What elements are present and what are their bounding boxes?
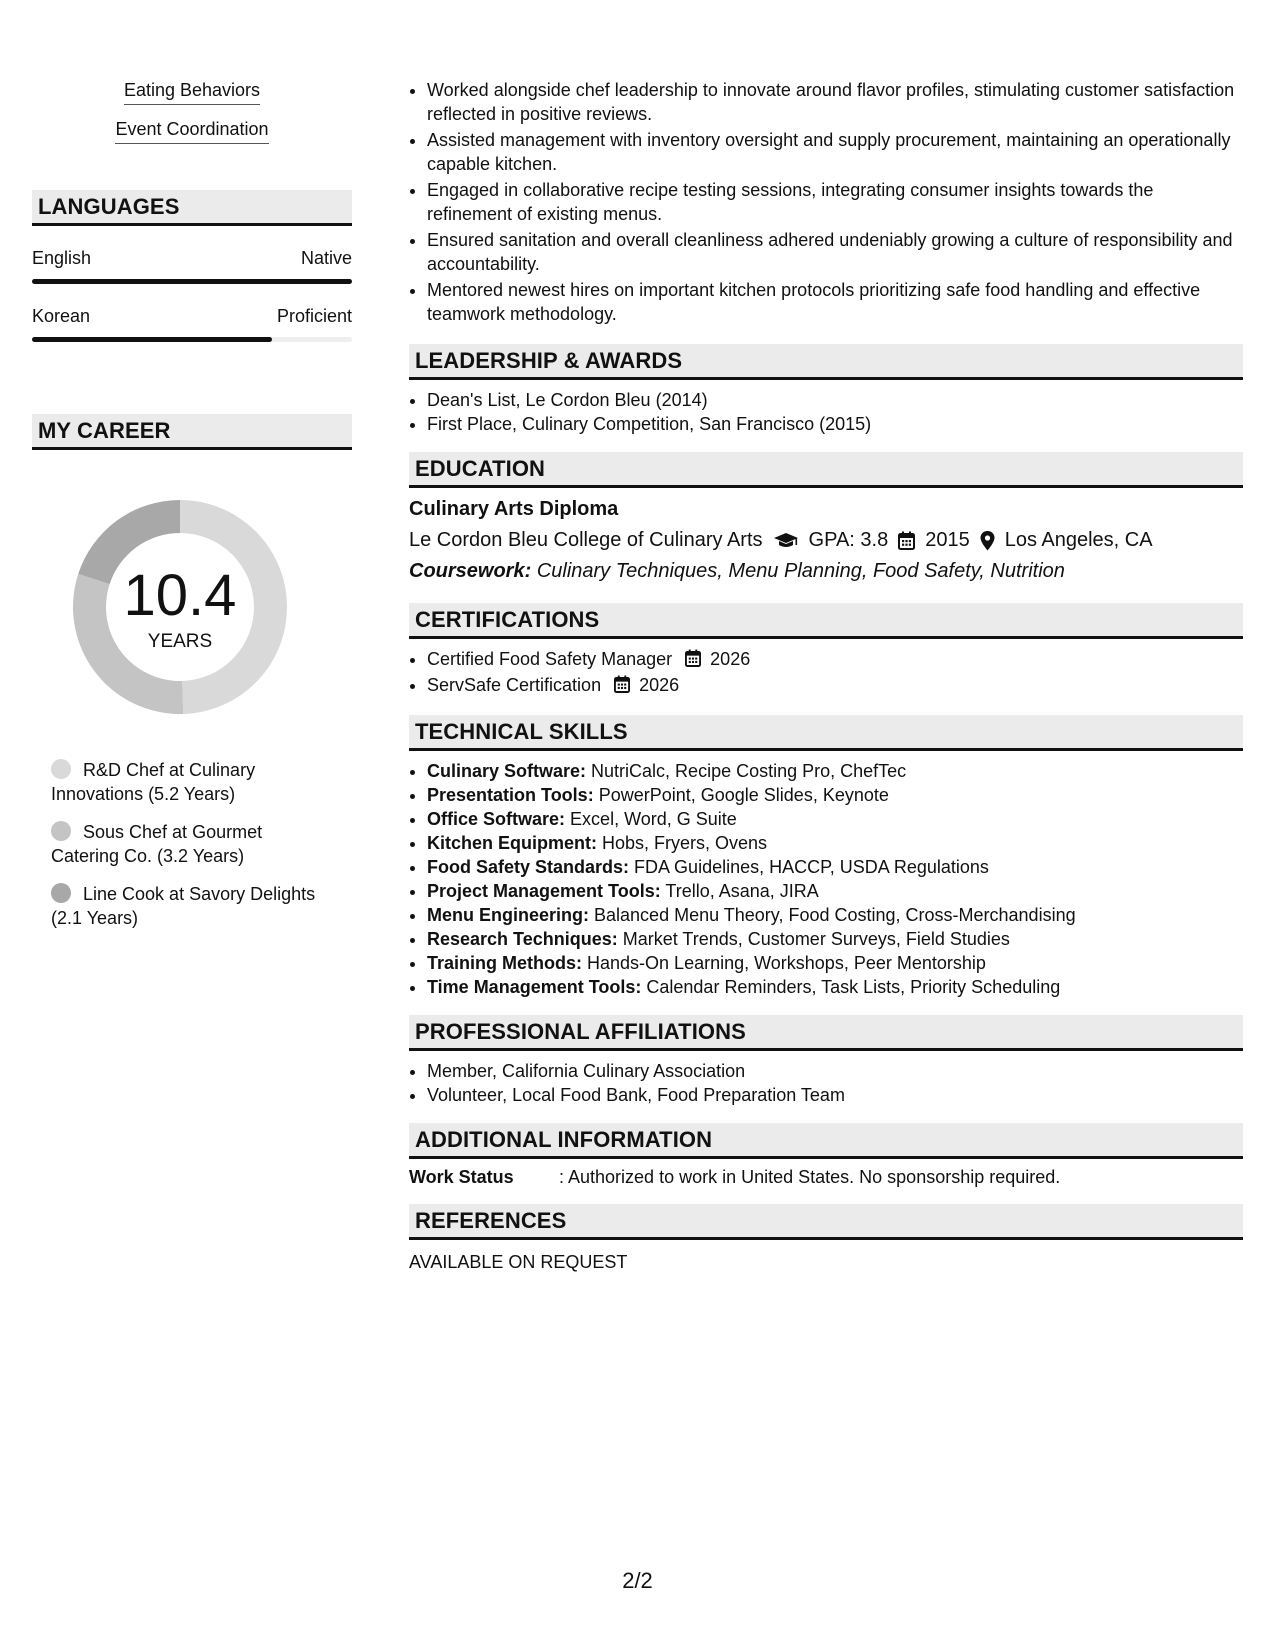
skill-value: Hobs, Fryers, Ovens xyxy=(602,833,768,853)
language-proficiency-fill xyxy=(32,337,272,342)
career-legend xyxy=(32,758,331,930)
skill-item xyxy=(427,807,1243,831)
skill-value: PowerPoint, Google Slides, Keynote xyxy=(598,785,889,805)
award-item: • First Place, Culinary Competition, San Francisco (2015) xyxy=(427,412,1243,436)
skill-value: Excel, Word, G Suite xyxy=(570,809,737,829)
skill-label: Menu Engineering: xyxy=(427,905,589,925)
languages-heading: LANGUAGES xyxy=(32,190,352,226)
skill-value: Hands-On Learning, Workshops, Peer Mentorship xyxy=(587,953,986,973)
interest-tag: Event Coordination xyxy=(115,119,268,144)
skill-label: Presentation Tools: xyxy=(427,785,594,805)
skill-item xyxy=(427,975,1243,999)
language-name: English xyxy=(32,248,92,268)
skill-item xyxy=(427,879,1243,903)
affiliations-heading: PROFESSIONAL AFFILIATIONS xyxy=(409,1015,1243,1051)
language-proficiency-bar xyxy=(32,279,352,284)
skill-label: Culinary Software: xyxy=(427,761,587,781)
career-heading: MY CAREER xyxy=(32,414,352,450)
skills-list xyxy=(409,759,1243,999)
coursework-label: Coursework: xyxy=(409,560,532,582)
school-name: Le Cordon Bleu College of Culinary Arts xyxy=(409,529,763,551)
education-location: Los Angeles, CA xyxy=(1004,529,1153,551)
coursework-list: Culinary Techniques, Menu Planning, Food Safety, Nutrition xyxy=(536,560,1065,582)
legend-dot xyxy=(51,821,71,841)
award-item: • Dean's List, Le Cordon Bleu (2014) xyxy=(427,388,1243,412)
certification-item xyxy=(427,647,1243,673)
affiliations-list xyxy=(409,1059,1243,1107)
skill-label: Office Software: xyxy=(427,809,566,829)
language-proficiency-bar xyxy=(32,337,352,342)
leadership-list xyxy=(409,388,1243,436)
language-proficiency-fill xyxy=(32,279,352,284)
work-status-value: : Authorized to work in United States. No sponsorship required. xyxy=(559,1167,1061,1187)
skill-value: FDA Guidelines, HACCP, USDA Regulations xyxy=(634,857,989,877)
skill-value: Trello, Asana, JIRA xyxy=(665,881,819,901)
affiliation-item: • Member, California Culinary Association xyxy=(427,1059,1243,1083)
map-pin-icon xyxy=(980,531,995,551)
language-name: Korean xyxy=(32,306,91,326)
legend-label: R&D Chef at Culinary Innovations (5.2 Years) xyxy=(51,760,256,804)
page-number: 2/2 xyxy=(622,1568,653,1593)
legend-label: Line Cook at Savory Delights (2.1 Years) xyxy=(51,884,316,928)
skill-value: Balanced Menu Theory, Food Costing, Cross-Merchandising xyxy=(594,905,1076,925)
calendar-icon xyxy=(898,531,915,550)
skill-item xyxy=(427,783,1243,807)
graduation-year: 2015 xyxy=(925,529,970,551)
legend-label: Sous Chef at Gourmet Catering Co. (3.2 Years) xyxy=(51,822,263,866)
skill-label: Kitchen Equipment: xyxy=(427,833,597,853)
career-legend-item xyxy=(51,882,331,930)
leadership-heading: LEADERSHIP & AWARDS xyxy=(409,344,1243,380)
interest-tag: Eating Behaviors xyxy=(124,80,260,105)
gpa: GPA: 3.8 xyxy=(808,529,889,551)
career-legend-item xyxy=(51,820,331,868)
career-total-unit: YEARS xyxy=(147,631,213,652)
skill-value: NutriCalc, Recipe Costing Pro, ChefTec xyxy=(591,761,907,781)
skill-item xyxy=(427,855,1243,879)
skills-heading: TECHNICAL SKILLS xyxy=(409,715,1243,751)
certification-year: 2026 xyxy=(710,649,751,669)
experience-bullet: • Mentored newest hires on important kitchen protocols prioritizing safe food handling and effective teamwork methodology. xyxy=(427,278,1243,326)
experience-bullet: • Engaged in collaborative recipe testing sessions, integrating consumer insights towards the refinement of existing menus. xyxy=(427,178,1243,226)
skill-item xyxy=(427,951,1243,975)
language-level: Native xyxy=(300,248,352,268)
certifications-heading: CERTIFICATIONS xyxy=(409,603,1243,639)
calendar-icon xyxy=(685,649,701,673)
education-details xyxy=(409,529,1243,552)
references-heading: REFERENCES xyxy=(409,1204,1243,1240)
experience-bullets xyxy=(409,78,1243,326)
certification-item xyxy=(427,673,1243,699)
left-column xyxy=(32,80,352,944)
language-item xyxy=(32,306,352,342)
right-column xyxy=(409,78,1243,1273)
affiliation-item: • Volunteer, Local Food Bank, Food Preparation Team xyxy=(427,1083,1243,1107)
calendar-icon xyxy=(614,675,630,699)
skill-label: Project Management Tools: xyxy=(427,881,661,901)
certification-name: ServSafe Certification xyxy=(427,675,602,695)
education-heading: EDUCATION xyxy=(409,452,1243,488)
certifications-list xyxy=(409,647,1243,699)
certification-year: 2026 xyxy=(639,675,680,695)
work-status-label: Work Status xyxy=(409,1167,514,1187)
skill-value: Market Trends, Customer Surveys, Field Studies xyxy=(622,929,1010,949)
references-text: AVAILABLE ON REQUEST xyxy=(409,1252,628,1272)
skill-value: Calendar Reminders, Task Lists, Priority Scheduling xyxy=(646,977,1061,997)
career-total-years: 10.4 xyxy=(123,563,237,628)
degree-title: Culinary Arts Diploma xyxy=(409,498,619,520)
legend-dot xyxy=(51,883,71,903)
skill-item xyxy=(427,903,1243,927)
career-legend-item xyxy=(51,758,331,806)
skill-item xyxy=(427,759,1243,783)
language-item xyxy=(32,248,352,284)
work-status-row xyxy=(409,1167,1243,1188)
skill-item xyxy=(427,927,1243,951)
skill-label: Training Methods: xyxy=(427,953,582,973)
career-donut-chart xyxy=(65,492,295,722)
coursework xyxy=(409,560,1243,583)
experience-bullet: • Assisted management with inventory oversight and supply procurement, maintaining an operationally capable kitchen. xyxy=(427,128,1243,176)
graduation-cap-icon xyxy=(773,532,799,550)
skill-item xyxy=(427,831,1243,855)
legend-dot xyxy=(51,759,71,779)
certification-name: Certified Food Safety Manager xyxy=(427,649,673,669)
experience-bullet: • Ensured sanitation and overall cleanliness adhered undeniably growing a culture of responsibility and accountability. xyxy=(427,228,1243,276)
language-level: Proficient xyxy=(276,306,352,326)
skill-label: Time Management Tools: xyxy=(427,977,642,997)
experience-bullet: • Worked alongside chef leadership to innovate around flavor profiles, stimulating customer satisfaction reflected in positive reviews. xyxy=(427,78,1243,126)
skill-label: Food Safety Standards: xyxy=(427,857,630,877)
skill-label: Research Techniques: xyxy=(427,929,618,949)
additional-info-heading: ADDITIONAL INFORMATION xyxy=(409,1123,1243,1159)
